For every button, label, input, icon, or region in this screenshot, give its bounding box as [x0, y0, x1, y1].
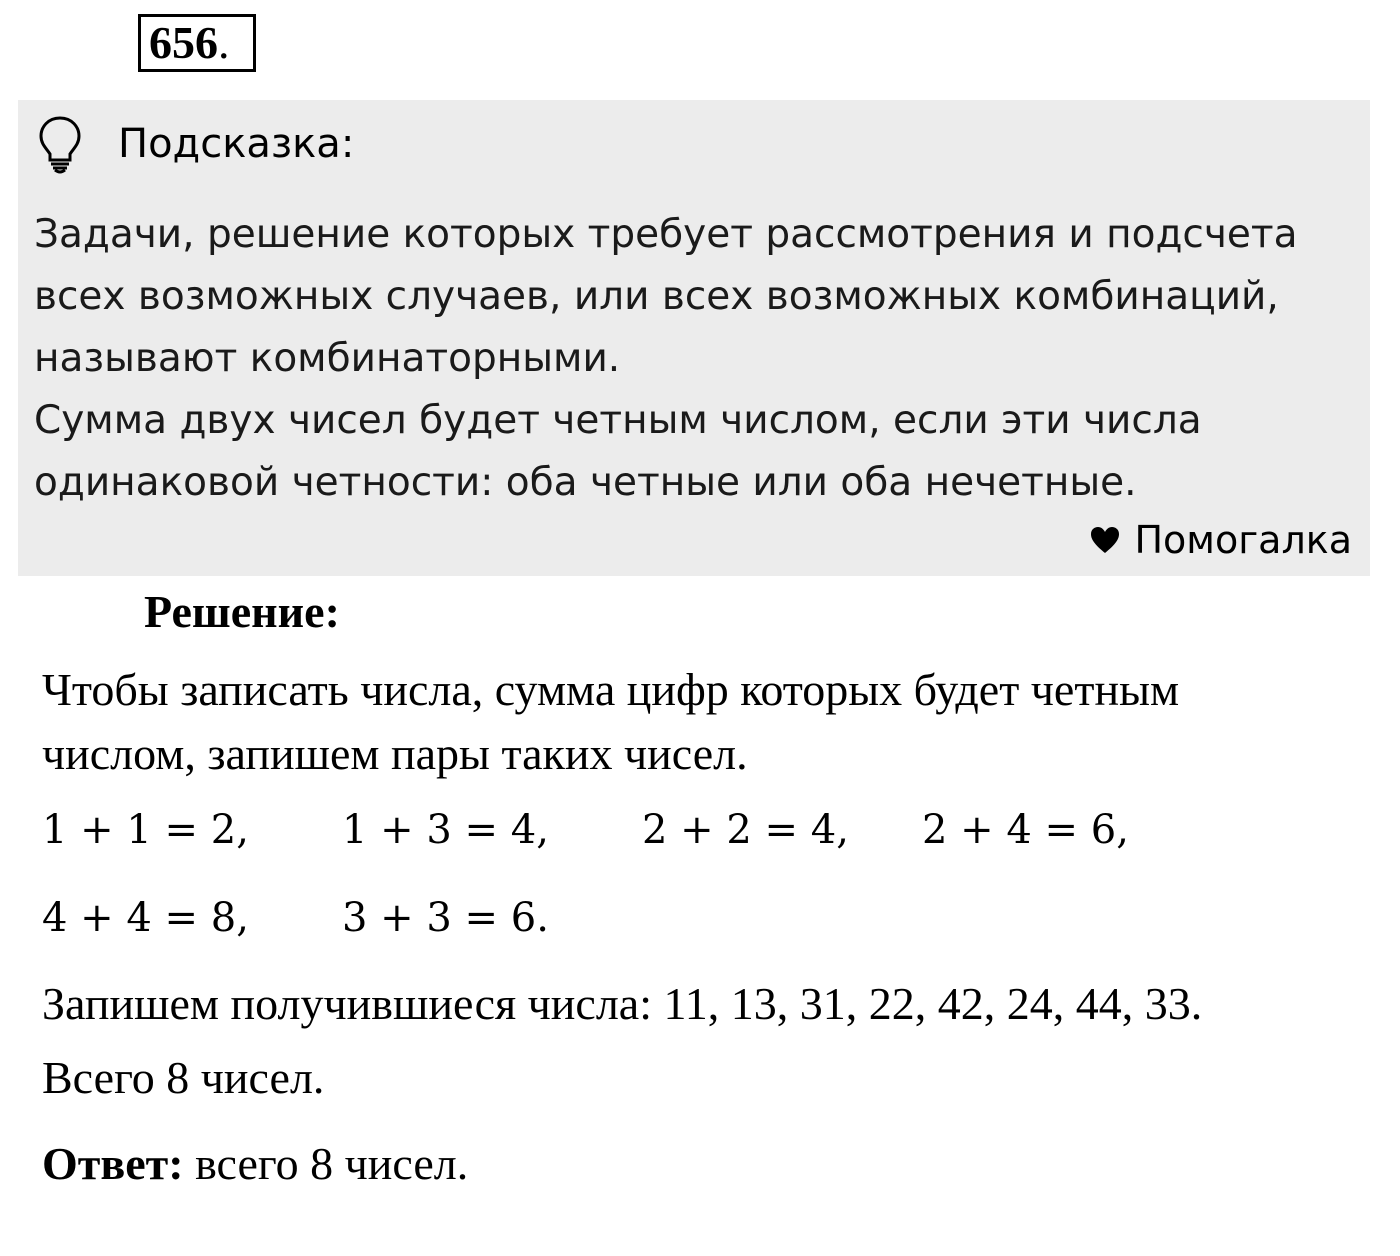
- hint-title-row: [36, 114, 354, 174]
- hint-line: Задачи, решение которых требует рассмотрения и подсчета: [34, 212, 1298, 257]
- equation: 3 + 3 = 6.: [342, 895, 549, 941]
- answer-label: Ответ:: [42, 1138, 184, 1189]
- solution-section: [42, 582, 1372, 1196]
- task-number-box: [138, 14, 256, 72]
- task-number-suffix: .: [218, 17, 230, 68]
- equations-row-2: [42, 874, 1372, 962]
- hint-line: одинаковой четности: оба четные или оба нечетные.: [34, 460, 1137, 505]
- hint-line: Сумма двух чисел будет четным числом, если эти числа: [34, 398, 1202, 443]
- equation: 4 + 4 = 8,: [42, 895, 249, 941]
- hint-title: Подсказка:: [118, 121, 355, 167]
- numbers-line: Запишем получившиеся числа: 11, 13, 31, 22, 42, 24, 44, 33.: [42, 978, 1203, 1029]
- heart-icon: [1090, 526, 1120, 554]
- intro-line: Чтобы записать числа, сумма цифр которых будет четным: [42, 664, 1180, 715]
- equation: 1 + 3 = 4,: [342, 807, 549, 853]
- answer-text: всего 8 чисел.: [183, 1138, 469, 1189]
- hint-box: [18, 100, 1370, 576]
- task-number: 656: [149, 17, 218, 68]
- brand-label: [1090, 518, 1352, 562]
- equation: 2 + 2 = 4,: [642, 807, 849, 853]
- answer-line: [42, 1132, 1372, 1196]
- hint-line: всех возможных случаев, или всех возможных комбинаций,: [34, 274, 1279, 319]
- lightbulb-icon: [36, 114, 84, 174]
- equations-row-1: [42, 786, 1372, 874]
- solution-heading: Решение:: [144, 586, 340, 637]
- hint-line: называют комбинаторными.: [34, 336, 621, 381]
- equation: 2 + 4 = 6,: [922, 807, 1129, 853]
- solution-intro: [42, 658, 1372, 786]
- equation: 1 + 1 = 2,: [42, 807, 249, 853]
- total-line: Всего 8 чисел.: [42, 1052, 325, 1103]
- hint-text: [34, 204, 1354, 514]
- brand-text: Помогалка: [1134, 518, 1352, 562]
- intro-line: числом, запишем пары таких чисел.: [42, 728, 748, 779]
